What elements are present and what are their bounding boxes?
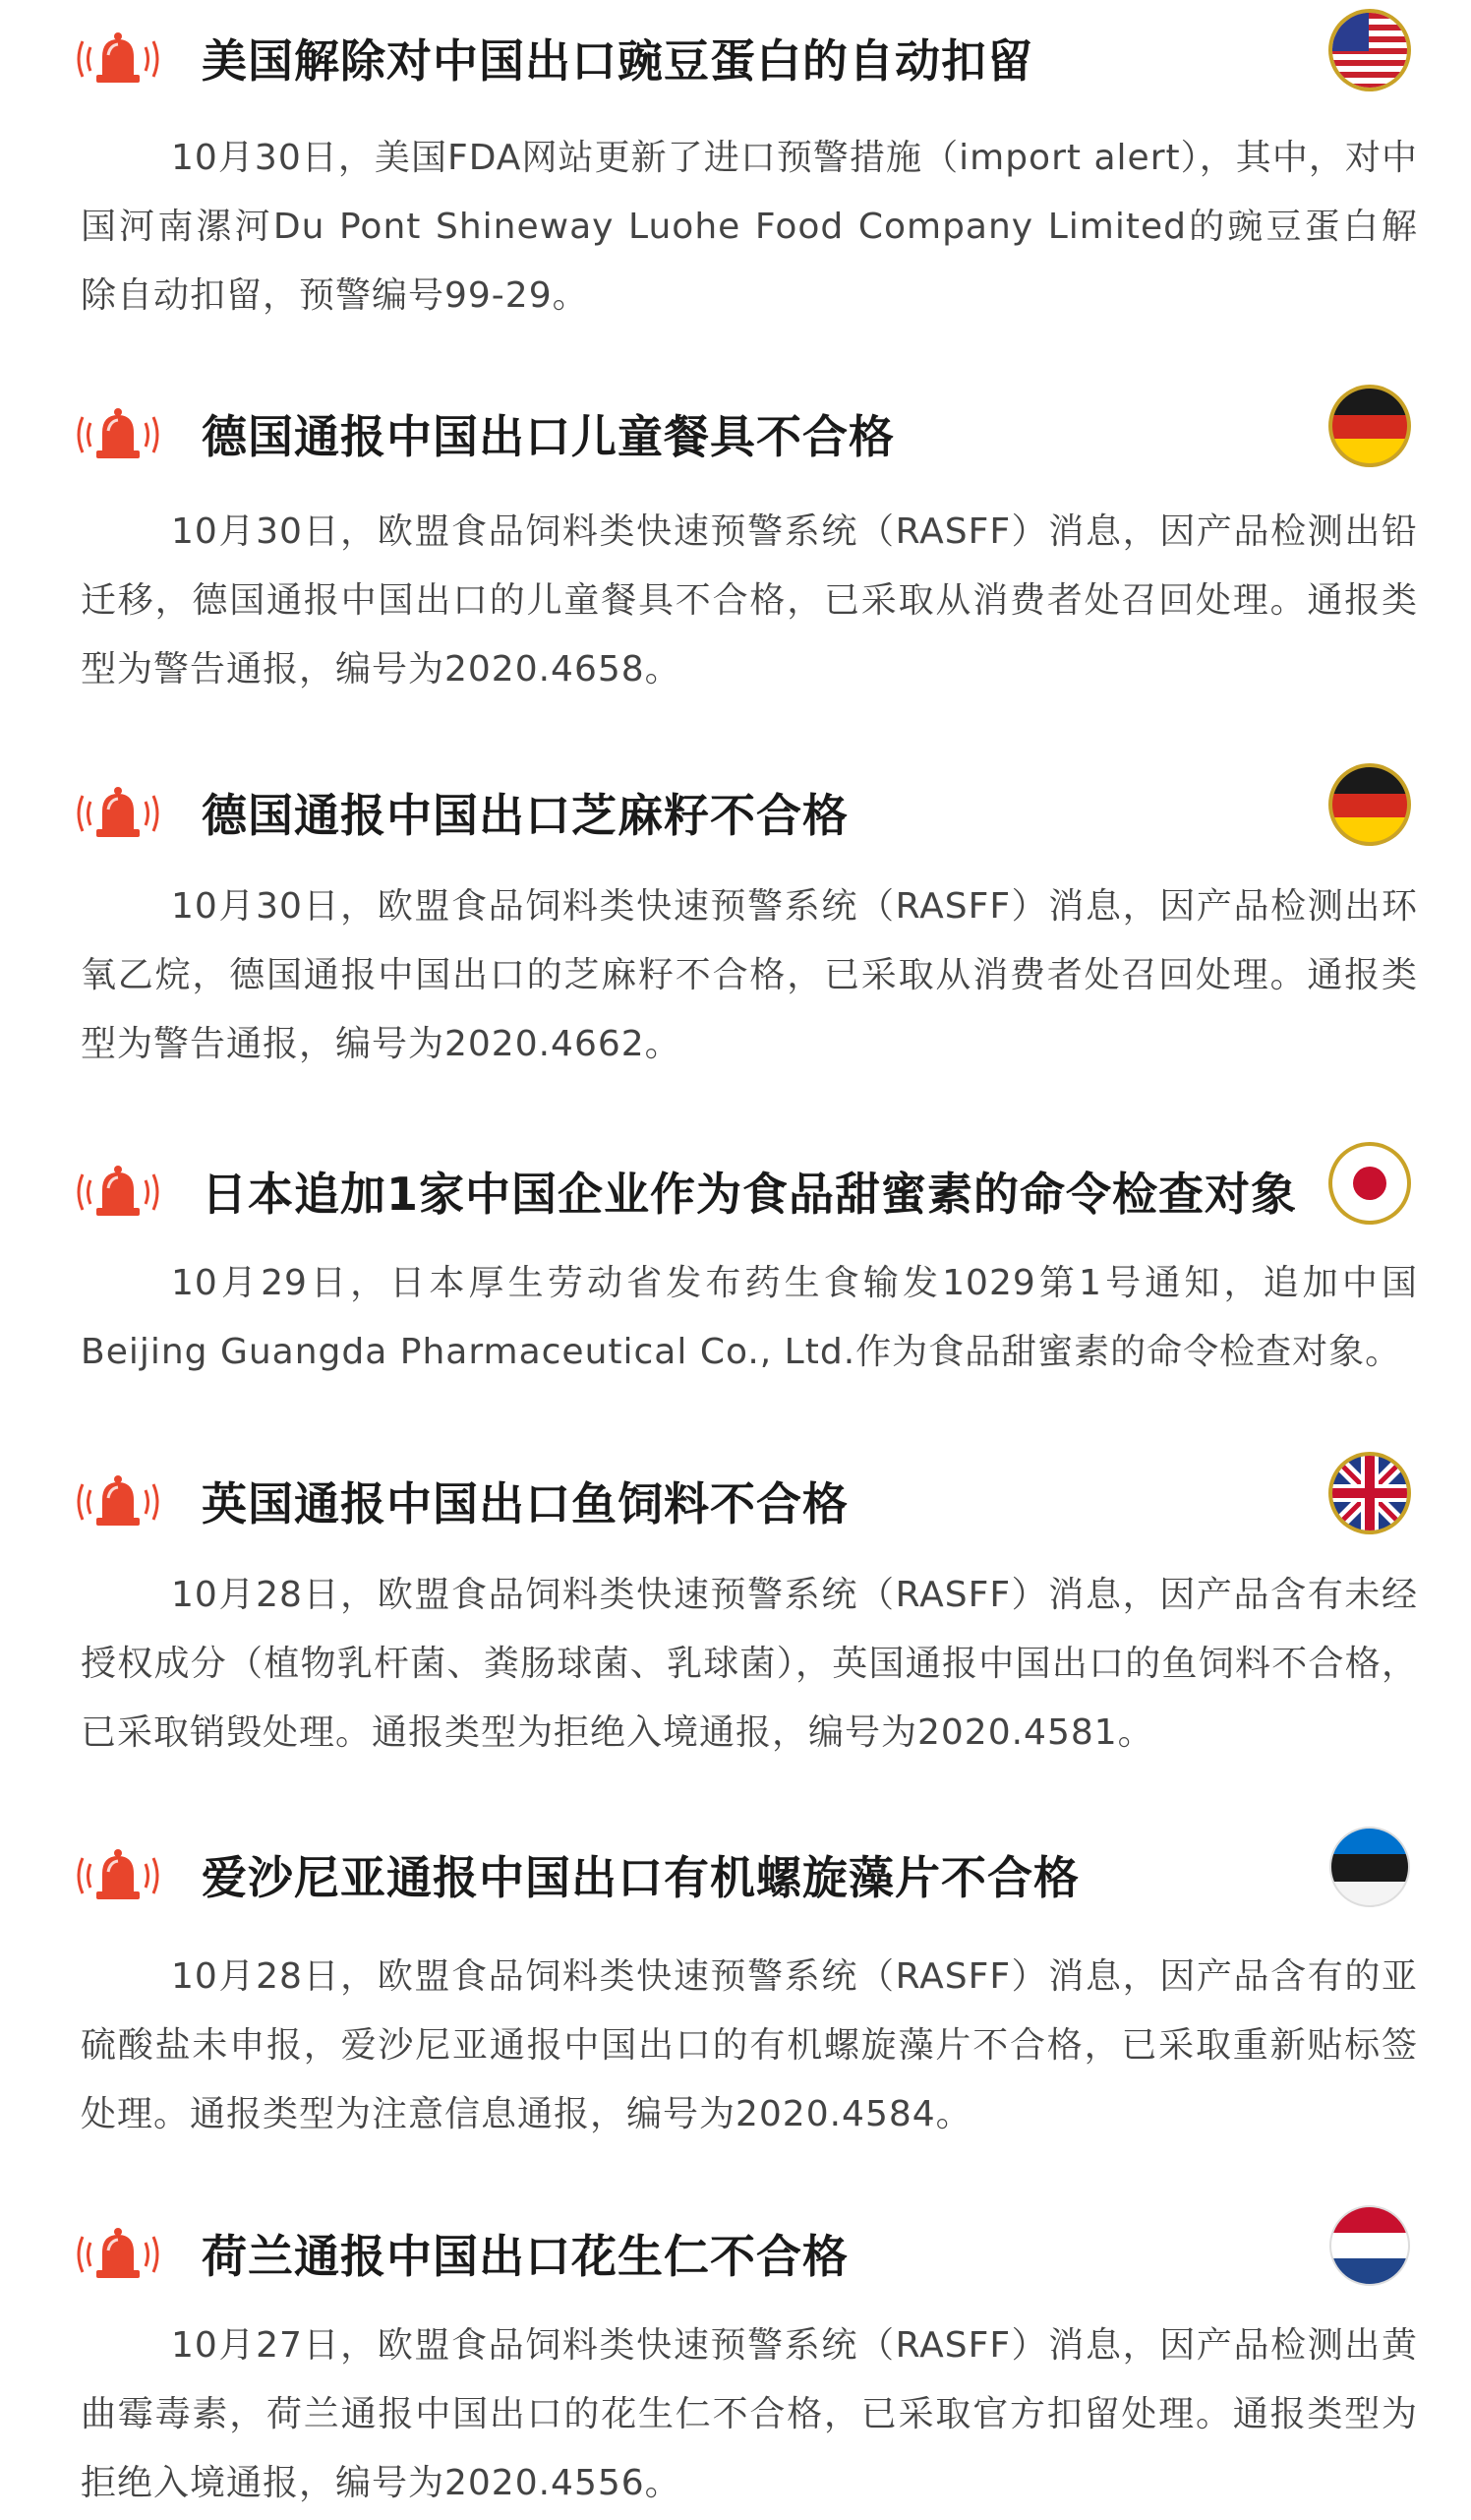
alarm-bell-icon: [69, 1846, 167, 1905]
alert-body: 10月28日，欧盟食品饲料类快速预警系统（RASFF）消息，因产品含有的亚硫酸盐未申报，爱沙尼亚通报中国出口的有机螺旋藻片不合格，已采取重新贴标签处理。通报类型为注意信息通报，编号为2020.4584。: [81, 1956, 1418, 2134]
alert-body: 10月30日，欧盟食品饲料类快速预警系统（RASFF）消息，因产品检测出环氧乙烷，德国通报中国出口的芝麻籽不合格，已采取从消费者处召回处理。通报类型为警告通报，编号为2020.4662。: [81, 886, 1418, 1064]
alarm-bell-icon: [69, 1472, 167, 1531]
japan-flag-icon: [1327, 1141, 1412, 1226]
alarm-bell-icon: [69, 405, 167, 464]
alert-section: [0, 2203, 1471, 2503]
alert-section: [0, 8, 1471, 316]
alert-section: [0, 1451, 1471, 1753]
alarm-bell-icon: [69, 30, 167, 89]
alert-title: 德国通报中国出口芝麻籽不合格: [202, 789, 849, 842]
alert-header: [0, 1825, 1471, 1933]
alert-header: [0, 2203, 1471, 2311]
alert-header: [0, 384, 1471, 492]
alert-header: [0, 1451, 1471, 1559]
alert-section: [0, 1825, 1471, 2134]
alert-section: [0, 384, 1471, 690]
alert-header: [0, 8, 1471, 116]
alert-body: 10月27日，欧盟食品饲料类快速预警系统（RASFF）消息，因产品检测出黄曲霉毒素，荷兰通报中国出口的花生仁不合格，已采取官方扣留处理。通报类型为拒绝入境通报，编号为2020.4556。: [81, 2325, 1418, 2503]
alert-body: 10月29日，日本厚生劳动省发布药生食输发1029第1号通知，追加中国Beijing Guangda Pharmaceutical Co., Ltd.作为食品甜蜜素的命令检查对象。: [81, 1263, 1418, 1372]
alert-section: [0, 1141, 1471, 1372]
alert-body: 10月30日，美国FDA网站更新了进口预警措施（import alert），其中，对中国河南漯河Du Pont Shineway Luohe Food Company Limited的豌豆蛋白解除自动扣留，预警编号99-29。: [81, 138, 1418, 316]
alarm-bell-icon: [69, 2225, 167, 2284]
alert-title: 荷兰通报中国出口花生仁不合格: [202, 2230, 849, 2283]
netherlands-flag-icon: [1327, 2203, 1412, 2288]
alert-body: 10月30日，欧盟食品饲料类快速预警系统（RASFF）消息，因产品检测出铅迁移，德国通报中国出口的儿童餐具不合格，已采取从消费者处召回处理。通报类型为警告通报，编号为2020.4658。: [81, 511, 1418, 690]
alert-section: [0, 762, 1471, 1064]
alert-header: [0, 1141, 1471, 1249]
estonia-flag-icon: [1327, 1825, 1412, 1909]
alert-title: 德国通报中国出口儿童餐具不合格: [202, 410, 895, 463]
alert-title: 爱沙尼亚通报中国出口有机螺旋藻片不合格: [202, 1851, 1080, 1904]
alert-body: 10月28日，欧盟食品饲料类快速预警系统（RASFF）消息，因产品含有未经授权成分（植物乳杆菌、粪肠球菌、乳球菌），英国通报中国出口的鱼饲料不合格，已采取销毁处理。通报类型为拒绝入境通报，编号为2020.4581。: [81, 1575, 1418, 1753]
alarm-bell-icon: [69, 784, 167, 843]
us-flag-icon: [1327, 8, 1412, 92]
germany-flag-icon: [1327, 762, 1412, 847]
alert-title: 日本追加1家中国企业作为食品甜蜜素的命令检查对象: [202, 1168, 1298, 1221]
alert-title: 英国通报中国出口鱼饲料不合格: [202, 1477, 849, 1530]
alert-title: 美国解除对中国出口豌豆蛋白的自动扣留: [202, 34, 1033, 88]
uk-flag-icon: [1327, 1451, 1412, 1535]
alert-header: [0, 762, 1471, 870]
germany-flag-icon: [1327, 384, 1412, 468]
alarm-bell-icon: [69, 1163, 167, 1222]
